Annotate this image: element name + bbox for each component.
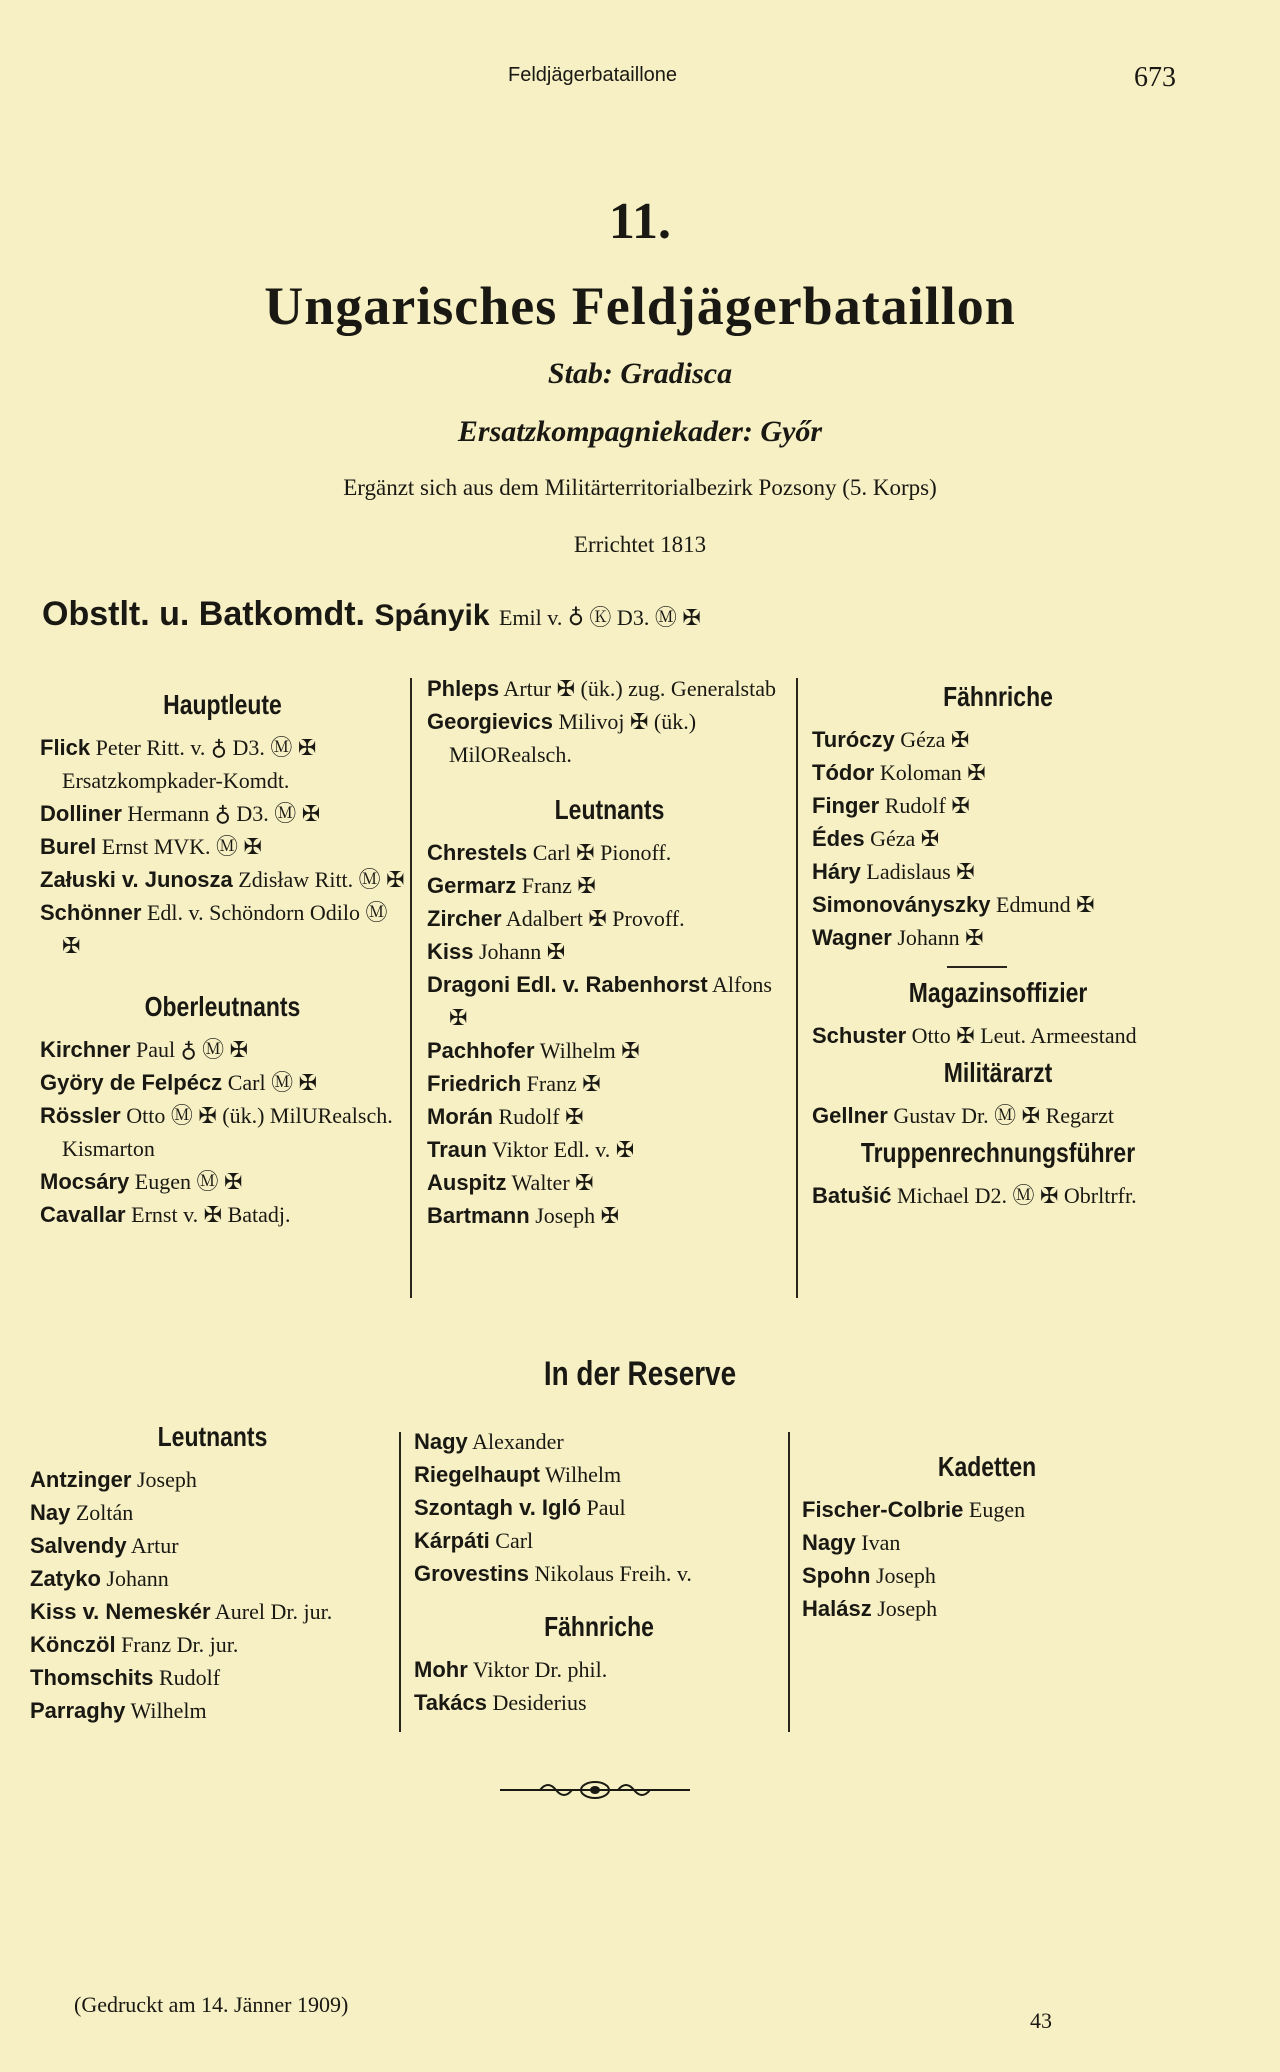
column-divider: [796, 678, 798, 1298]
roster-entry: [414, 1491, 784, 1524]
ornament-divider: [500, 1778, 690, 1802]
entry-details: Viktor Dr. phil.: [467, 1657, 608, 1682]
stab-line: Stab: Gradisca: [547, 357, 733, 390]
commander-line: [42, 595, 701, 634]
reserve-column-1: [30, 1420, 395, 1727]
entry-surname: Germarz: [427, 873, 517, 898]
entry-details: Wilhelm: [125, 1698, 207, 1723]
roster-entry: [40, 797, 405, 830]
entry-details: Paul: [581, 1495, 626, 1520]
hauptleute-list: [40, 731, 405, 962]
divider: [947, 966, 1007, 968]
entry-details: Otto ✠ Leut. Armeestand: [906, 1023, 1137, 1048]
entry-surname: Halász: [802, 1596, 872, 1621]
commander-rank: Obstlt. u. Batkomdt.: [42, 595, 365, 633]
entry-details: Joseph: [871, 1596, 938, 1621]
roster-entry: [30, 1661, 395, 1694]
page-title: Ungarisches Feldjägerbataillon: [264, 276, 1016, 336]
roster-entry: [40, 1165, 405, 1198]
entry-details: Joseph: [131, 1467, 197, 1492]
reserve-fahnriche-list: [414, 1653, 784, 1719]
roster-entry: [414, 1686, 784, 1719]
entry-surname: Turóczy: [812, 727, 895, 752]
entry-surname: Kiss: [427, 939, 474, 964]
reserve-heading: In der Reserve: [543, 1355, 737, 1393]
running-title: Feldjägerbataillone: [508, 64, 678, 86]
entry-surname: Györy de Felpécz: [40, 1070, 223, 1095]
entry-surname: Fischer-Colbrie: [802, 1497, 964, 1522]
entry-surname: Kiss v. Nemeskér: [30, 1599, 211, 1624]
entry-surname: Dragoni Edl. v. Rabenhorst: [427, 972, 708, 997]
ersatz-line: Ersatzkompagniekader: Győr: [457, 415, 823, 448]
roster-entry: [812, 1099, 1184, 1132]
entry-details: Artur ✠ (ük.) zug. Generalstab: [499, 676, 776, 701]
entry-details: Viktor Edl. v. ✠: [486, 1137, 635, 1162]
entry-surname: Georgievics: [427, 709, 553, 734]
section-heading-oberleutnants: Oberleutnants: [144, 991, 301, 1022]
entry-details: Franz ✠: [516, 873, 596, 898]
roster-entry: [40, 731, 405, 797]
column-1: [40, 688, 405, 1231]
commander-surname: Spányik: [374, 599, 490, 632]
roster-entry: [812, 855, 1184, 888]
reserve-leutnants-list: [30, 1463, 395, 1727]
roster-entry: [30, 1463, 395, 1496]
entry-surname: Spohn: [802, 1563, 871, 1588]
kadetten-list: [802, 1493, 1172, 1625]
entry-surname: Morán: [427, 1104, 493, 1129]
entry-surname: Thomschits: [30, 1665, 154, 1690]
entry-surname: Dolliner: [40, 801, 122, 826]
roster-entry: [427, 672, 792, 705]
entry-details: Michael D2. Ⓜ ✠ Obrltrfr.: [891, 1183, 1137, 1208]
entry-surname: Auspitz: [427, 1170, 507, 1195]
reserve-heading-leutnants: Leutnants: [157, 1421, 268, 1452]
entry-details: Paul ♁ Ⓜ ✠: [130, 1037, 249, 1062]
entry-details: Rudolf ✠: [879, 793, 970, 818]
column-2: [427, 672, 792, 1232]
roster-entry: [802, 1559, 1172, 1592]
reserve-leutnants-cont-list: [414, 1425, 784, 1590]
entry-details: Carl: [489, 1528, 534, 1553]
entry-surname: Pachhofer: [427, 1038, 535, 1063]
entry-surname: Antzinger: [30, 1467, 132, 1492]
signature-number: 43: [1030, 2008, 1052, 2033]
entry-details: Johann ✠: [891, 925, 984, 950]
entry-surname: Burel: [40, 834, 97, 859]
entry-surname: Friedrich: [427, 1071, 522, 1096]
section-heading-hauptleute: Hauptleute: [163, 689, 282, 720]
roster-entry: [30, 1496, 395, 1529]
roster-entry: [40, 1099, 405, 1165]
entry-details: Edl. v. Schöndorn Odilo Ⓜ ✠: [62, 900, 388, 958]
leutnants-list: [427, 836, 792, 1232]
entry-surname: Traun: [427, 1137, 487, 1162]
roster-entry: [427, 1199, 792, 1232]
roster-entry: [812, 789, 1184, 822]
entry-details: Milivoj ✠ (ük.) MilORealsch.: [449, 709, 697, 767]
entry-surname: Chrestels: [427, 840, 528, 865]
entry-surname: Kirchner: [40, 1037, 131, 1062]
entry-details: Desiderius: [486, 1690, 587, 1715]
entry-surname: Kárpáti: [414, 1528, 490, 1553]
truppen-list: [812, 1179, 1184, 1212]
entry-surname: Takács: [414, 1690, 487, 1715]
entry-details: Wilhelm: [539, 1462, 622, 1487]
entry-details: Ernst MVK. Ⓜ ✠: [96, 834, 262, 859]
roster-entry: [40, 1033, 405, 1066]
roster-entry: [427, 1133, 792, 1166]
commander-rest: Emil v. ♁ Ⓚ D3. Ⓜ ✠: [498, 605, 701, 630]
entry-details: Aurel Dr. jur.: [210, 1599, 333, 1624]
entry-surname: Grovestins: [414, 1561, 529, 1586]
entry-details: Hermann ♁ D3. Ⓜ ✠: [121, 801, 321, 826]
entry-details: Artur: [126, 1533, 179, 1558]
roster-entry: [427, 1067, 792, 1100]
entry-details: Wilhelm ✠: [534, 1038, 640, 1063]
roster-entry: [427, 869, 792, 902]
reserve-column-2: [414, 1425, 784, 1719]
entry-surname: Nagy: [802, 1530, 856, 1555]
entry-details: Nikolaus Freih. v.: [528, 1561, 692, 1586]
entry-details: Adalbert ✠ Provoff.: [501, 906, 685, 931]
entry-details: Johann: [100, 1566, 169, 1591]
entry-details: Carl ✠ Pionoff.: [527, 840, 672, 865]
roster-entry: [30, 1694, 395, 1727]
roster-entry: [30, 1628, 395, 1661]
oberleutnants-list: [40, 1033, 405, 1231]
entry-details: Alexander: [467, 1429, 564, 1454]
fahnriche-list: [812, 723, 1184, 954]
entry-surname: Simonoványszky: [812, 892, 991, 917]
print-date: (Gedruckt am 14. Jänner 1909): [74, 1992, 349, 2017]
roster-entry: [802, 1592, 1172, 1625]
entry-details: Géza ✠: [894, 727, 970, 752]
errichtet-line: Errichtet 1813: [573, 532, 707, 557]
entry-details: Eugen Ⓜ ✠: [129, 1169, 243, 1194]
entry-surname: Tódor: [812, 760, 875, 785]
entry-surname: Háry: [812, 859, 861, 884]
entry-details: Koloman ✠: [874, 760, 986, 785]
entry-surname: Szontagh v. Igló: [414, 1495, 582, 1520]
roster-entry: [812, 756, 1184, 789]
entry-details: Franz ✠: [521, 1071, 601, 1096]
entry-surname: Salvendy: [30, 1533, 127, 1558]
roster-entry: [30, 1529, 395, 1562]
entry-details: Johann ✠: [473, 939, 566, 964]
entry-details: Zoltán: [70, 1500, 134, 1525]
roster-entry: [427, 902, 792, 935]
entry-surname: Nay: [30, 1500, 71, 1525]
entry-details: Eugen: [963, 1497, 1026, 1522]
entry-surname: Riegelhaupt: [414, 1462, 540, 1487]
roster-entry: [812, 921, 1184, 954]
entry-surname: Załuski v. Junosza: [40, 867, 233, 892]
entry-surname: Schuster: [812, 1023, 907, 1048]
reserve-heading-wrap: [0, 1355, 1280, 1404]
entry-details: Gustav Dr. Ⓜ ✠ Regarzt: [887, 1103, 1114, 1128]
entry-details: Joseph ✠: [529, 1203, 620, 1228]
entry-details: Ivan: [855, 1530, 901, 1555]
entry-details: Otto Ⓜ ✠ (ük.) MilURealsch. Kismarton: [62, 1103, 393, 1161]
roster-entry: [414, 1458, 784, 1491]
roster-entry: [812, 1179, 1184, 1212]
entry-details: Carl Ⓜ ✠: [222, 1070, 317, 1095]
section-heading-magazinsoffizier: Magazinsoffizier: [908, 977, 1088, 1008]
roster-entry: [40, 830, 405, 863]
entry-surname: Cavallar: [40, 1202, 126, 1227]
section-number: 11.: [608, 193, 672, 250]
roster-entry: [30, 1562, 395, 1595]
entry-details: Zdisław Ritt. Ⓜ ✠: [232, 867, 405, 892]
roster-entry: [40, 1066, 405, 1099]
roster-entry: [40, 863, 405, 896]
roster-entry: [414, 1653, 784, 1686]
reserve-column-3: [802, 1450, 1172, 1625]
entry-details: Rudolf ✠: [493, 1104, 584, 1129]
reserve-heading-kadetten: Kadetten: [937, 1451, 1037, 1482]
section-heading-fahnriche: Fähnriche: [943, 681, 1053, 712]
oberleutnants-cont-list: [427, 672, 792, 771]
entry-details: Ladislaus ✠: [860, 859, 975, 884]
roster-entry: [427, 705, 792, 771]
roster-entry: [812, 822, 1184, 855]
roster-entry: [427, 935, 792, 968]
roster-entry: [802, 1493, 1172, 1526]
entry-surname: Bartmann: [427, 1203, 530, 1228]
entry-surname: Finger: [812, 793, 880, 818]
entry-surname: Könczöl: [30, 1632, 116, 1657]
entry-surname: Gellner: [812, 1103, 888, 1128]
entry-surname: Zatyko: [30, 1566, 101, 1591]
roster-entry: [414, 1425, 784, 1458]
entry-surname: Édes: [812, 826, 865, 851]
roster-entry: [812, 1019, 1184, 1052]
roster-entry: [40, 1198, 405, 1231]
page-number: 673: [1134, 62, 1176, 93]
entry-surname: Rössler: [40, 1103, 121, 1128]
entry-details: Joseph: [870, 1563, 936, 1588]
roster-entry: [802, 1526, 1172, 1559]
section-heading-leutnants: Leutnants: [554, 794, 665, 825]
roster-entry: [427, 1034, 792, 1067]
entry-surname: Zircher: [427, 906, 502, 931]
entry-surname: Schönner: [40, 900, 142, 925]
entry-surname: Flick: [40, 735, 91, 760]
roster-entry: [414, 1557, 784, 1590]
roster-entry: [427, 836, 792, 869]
roster-entry: [414, 1524, 784, 1557]
entry-details: Géza ✠: [864, 826, 940, 851]
entry-surname: Parraghy: [30, 1698, 126, 1723]
column-3: [812, 680, 1184, 1212]
roster-entry: [30, 1595, 395, 1628]
entry-details: Ernst v. ✠ Batadj.: [125, 1202, 291, 1227]
entry-surname: Mocsáry: [40, 1169, 130, 1194]
roster-entry: [427, 1166, 792, 1199]
entry-details: Franz Dr. jur.: [115, 1632, 239, 1657]
erganzt-line: Ergänzt sich aus dem Militärterritorialbezirk Pozsony (5. Korps): [343, 475, 937, 500]
roster-entry: [427, 968, 792, 1034]
entry-surname: Mohr: [414, 1657, 468, 1682]
roster-entry: [812, 888, 1184, 921]
militararzt-list: [812, 1099, 1184, 1132]
column-divider: [410, 678, 412, 1298]
magazinsoffizier-list: [812, 1019, 1184, 1052]
roster-entry: [812, 723, 1184, 756]
entry-surname: Batušić: [812, 1183, 892, 1208]
section-heading-truppenrechnungsfuhrer: Truppenrechnungsführer: [860, 1137, 1136, 1168]
roster-entry: [427, 1100, 792, 1133]
entry-details: Edmund ✠: [990, 892, 1095, 917]
entry-details: Peter Ritt. v. ♁ D3. Ⓜ ✠ Ersatzkompkader-Komdt.: [62, 735, 317, 793]
entry-details: Walter ✠: [506, 1170, 594, 1195]
entry-surname: Phleps: [427, 676, 500, 701]
reserve-heading-fahnriche: Fähnriche: [544, 1611, 654, 1642]
entry-surname: Wagner: [812, 925, 892, 950]
entry-details: Alfons ✠: [449, 972, 772, 1030]
entry-surname: Nagy: [414, 1429, 468, 1454]
section-heading-militararzt: Militärarzt: [943, 1057, 1053, 1088]
entry-details: Rudolf: [153, 1665, 221, 1690]
column-divider: [788, 1432, 790, 1732]
roster-entry: [40, 896, 405, 962]
column-divider: [399, 1432, 401, 1732]
